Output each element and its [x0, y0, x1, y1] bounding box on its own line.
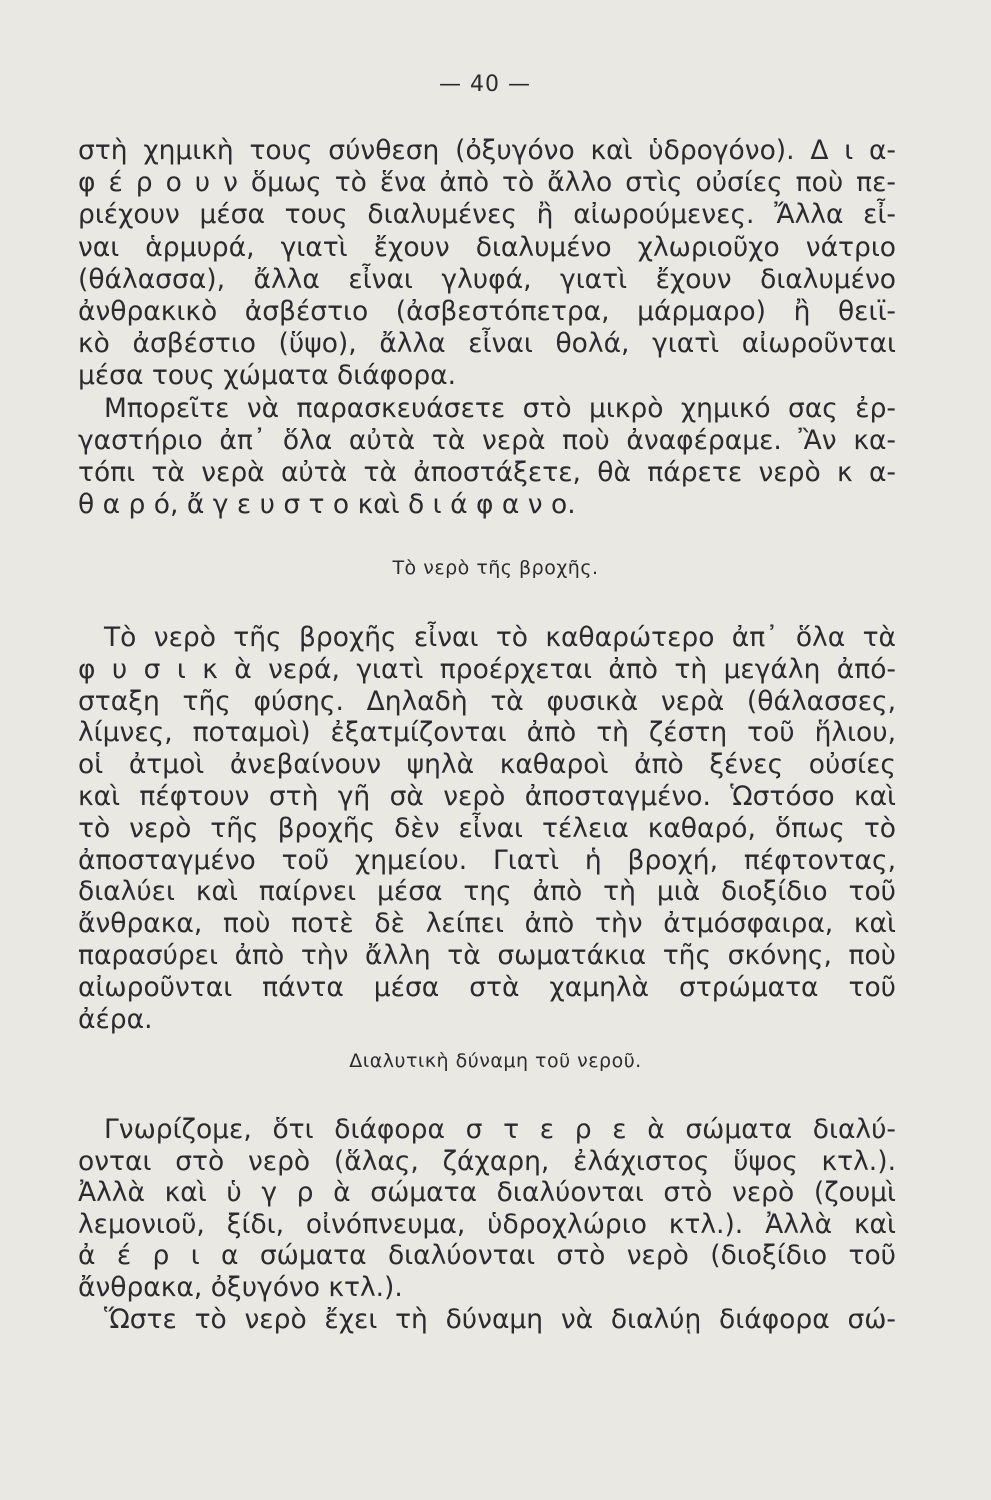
text-line: λίμνες, ποταμοὶ) ἐξατμίζονται ἀπὸ τὴ ζέστη τοῦ ἥλιου,	[78, 717, 896, 749]
page-number: — 40 —	[439, 72, 531, 97]
text-line: ἄνθρακα, ὀξυγόνο κτλ.).	[78, 1271, 403, 1303]
text-line: ἄνθρακα, ποὺ ποτὲ δὲ λείπει ἀπὸ τὴν ἀτμόσφαιρα, καὶ	[78, 908, 896, 940]
text-line: ριέχουν μέσα τους διαλυμένες ἢ αἰωρούμενες. Ἄλλα εἶ-	[78, 199, 896, 231]
text-line: Γνωρίζομε, ὅτι διάφορα σ τ ε ρ ε ὰ σώματα διαλύ-	[104, 1114, 896, 1145]
text-line: κὸ ἀσβέστιο (ὕψο), ἄλλα εἶναι θολά, γιατὶ αἰωροῦνται	[78, 328, 896, 360]
paragraph-rain-water	[78, 622, 896, 1035]
text-line: στὴ χημικὴ τους σύνθεση (ὀξυγόνο καὶ ὑδρογόνο). Δ ι α-	[78, 135, 896, 166]
text-line: τὸ νερὸ τῆς βροχῆς δὲν εἶναι τέλεια καθαρό, ὅπως τὸ	[78, 812, 896, 844]
text-line: ονται στὸ νερὸ (ἅλας, ζάχαρη, ἐλάχιστος ὕψος κτλ.).	[78, 1145, 896, 1177]
text-line: λεμονιοῦ, ξίδι, οἰνόπνευμα, ὑδροχλώριο κτλ.). Ἀλλὰ καὶ	[78, 1208, 896, 1240]
text-line: αἰωροῦνται πάντα μέσα στὰ χαμηλὰ στρώματα τοῦ	[78, 971, 896, 1003]
paragraph-water-types	[78, 135, 896, 521]
text-line: Ἀλλὰ καὶ ὑ γ ρ ὰ σώματα διαλύονται στὸ νερὸ (ζουμὶ	[78, 1177, 896, 1209]
text-line: σταξη τῆς φύσης. Δηλαδὴ τὰ φυσικὰ νερὰ (θάλασσες,	[78, 685, 896, 717]
text-line: Ὥστε τὸ νερὸ ἔχει τὴ δύναμη νὰ διαλύῃ διάφορα σώ-	[104, 1303, 896, 1335]
text-line: μέσα τους χώματα διάφορα.	[78, 360, 457, 392]
text-line: διαλύει καὶ παίρνει μέσα της ἀπὸ τὴ μιὰ διοξίδιο τοῦ	[78, 876, 896, 908]
text-line: τόπι τὰ νερὰ αὐτὰ τὰ ἀποστάξετε, θὰ πάρετε νερὸ κ α-	[78, 456, 896, 488]
text-line: ἀποσταγμένο τοῦ χημείου. Γιατὶ ἡ βροχή, πέφτοντας,	[78, 844, 896, 876]
text-line: ἀ έ ρ ι α σώματα διαλύονται στὸ νερὸ (διοξίδιο τοῦ	[78, 1240, 896, 1272]
text-line: γαστήριο ἀπ᾿ ὅλα αὐτὰ τὰ νερὰ ποὺ ἀναφέραμε. Ἂν κα-	[78, 424, 896, 456]
text-line: καὶ πέφτουν στὴ γῆ σὰ νερὸ ἀποσταγμένο. Ὡστόσο καὶ	[78, 780, 896, 812]
text-line: φ υ σ ι κ ὰ νερά, γιατὶ προέρχεται ἀπὸ τὴ μεγάλη ἀπό-	[78, 653, 896, 685]
text-line: ναι ἁρμυρά, γιατὶ ἔχουν διαλυμένο χλωριοῦχο νάτριο	[78, 231, 896, 263]
text-line: Μπορεῖτε νὰ παρασκευάσετε στὸ μικρὸ χημικό σας ἐρ-	[104, 392, 896, 424]
text-line: Τὸ νερὸ τῆς βροχῆς εἶναι τὸ καθαρώτερο ἀπ᾿ ὅλα τὰ	[104, 622, 896, 653]
paragraph-dissolving-power	[78, 1114, 896, 1335]
text-line: θ α ρ ό, ἄ γ ε υ σ τ ο καὶ δ ι ά φ α ν ο.	[78, 489, 576, 521]
text-line: (θάλασσα), ἄλλα εἶναι γλυφά, γιατὶ ἔχουν διαλυμένο	[78, 263, 896, 295]
text-line: φ έ ρ ο υ ν ὅμως τὸ ἕνα ἀπὸ τὸ ἄλλο στὶς οὐσίες ποὺ πε-	[78, 167, 896, 199]
section-heading-dissolving-power: Διαλυτικὴ δύναμη τοῦ νεροῦ.	[349, 1050, 642, 1072]
text-line: ἀνθρακικὸ ἀσβέστιο (ἀσβεστόπετρα, μάρμαρο) ἢ θειϊ-	[78, 295, 896, 327]
section-heading-rain-water: Τὸ νερὸ τῆς βροχῆς.	[392, 557, 599, 579]
text-line: οἱ ἀτμοὶ ἀνεβαίνουν ψηλὰ καθαροὶ ἀπὸ ξένες οὐσίες	[78, 749, 896, 781]
text-line: ἀέρα.	[78, 1003, 153, 1035]
text-line: παρασύρει ἀπὸ τὴν ἄλλη τὰ σωματάκια τῆς σκόνης, ποὺ	[78, 939, 896, 971]
page-number-value: 40	[470, 72, 500, 97]
